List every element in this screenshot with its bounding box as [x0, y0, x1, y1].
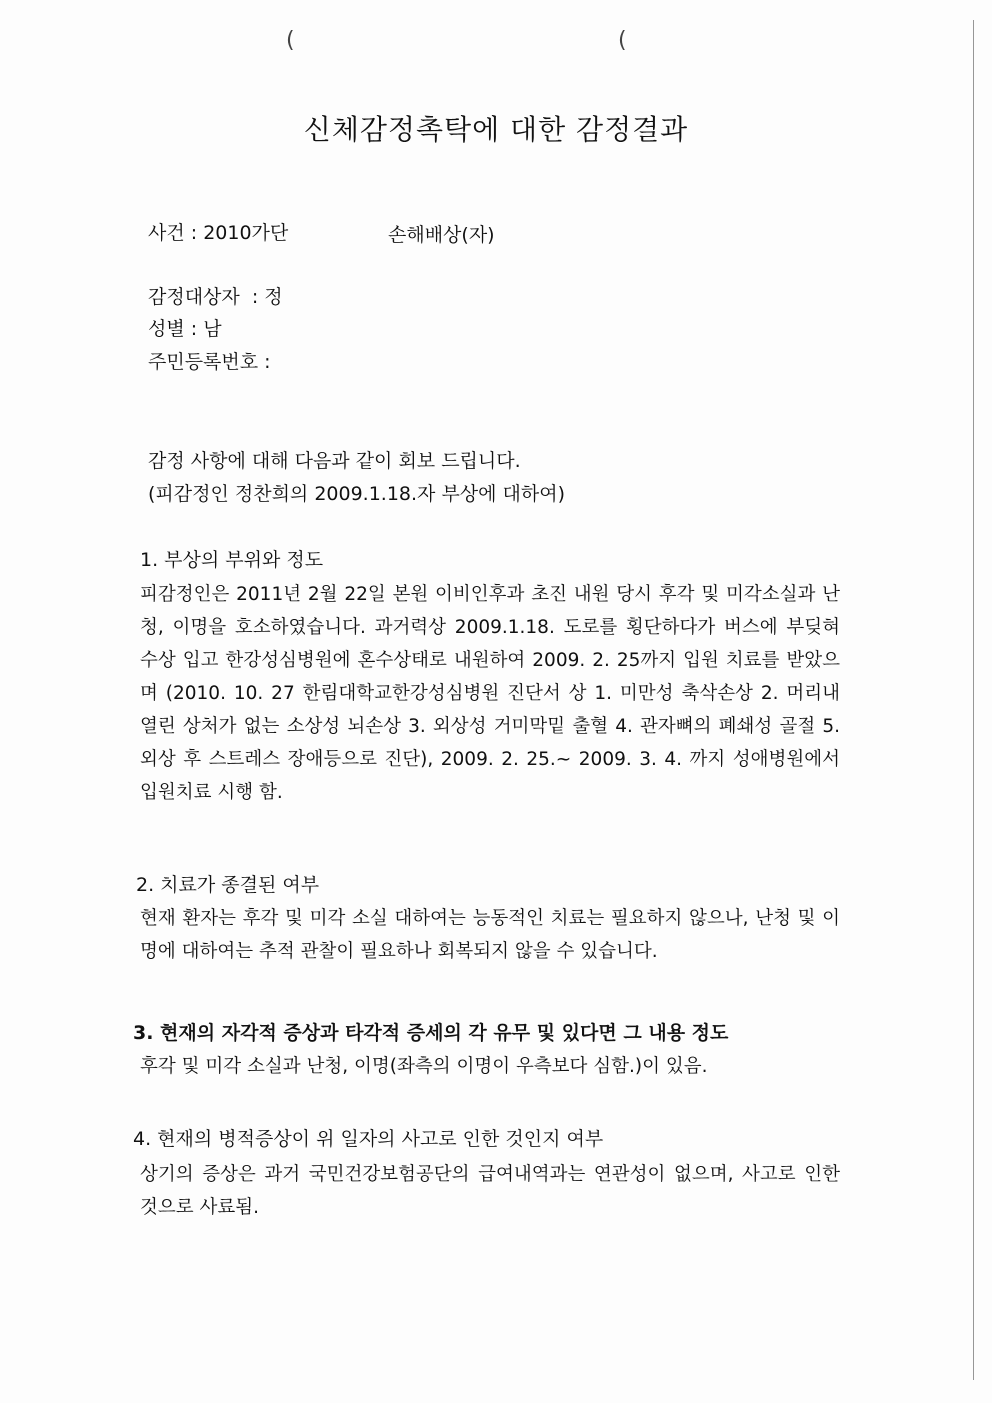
- intro-text: 감정 사항에 대해 다음과 같이 회보 드립니다.: [148, 450, 521, 472]
- section-heading: 3. 현재의 자각적 증상과 타각적 증세의 각 유무 및 있다면 그 내용 정도: [133, 1022, 729, 1044]
- document-title: 신체감정촉탁에 대한 감정결과: [303, 113, 689, 146]
- intro-subtext: (피감정인 정찬희의 2009.1.18.자 부상에 대하여): [148, 483, 566, 505]
- section-heading: 1. 부상의 부위와 정도: [140, 549, 324, 571]
- section-body: 상기의 증상은 과거 국민건강보험공단의 급여내역과는 연관성이 없으며, 사고로 인한 것으로 사료됨.: [140, 1164, 840, 1218]
- section-heading: 2. 치료가 종결된 여부: [136, 874, 320, 896]
- section-body: 후각 및 미각 소실과 난청, 이명(좌측의 이명이 우측보다 심함.)이 있음.: [140, 1056, 708, 1077]
- section-heading: 4. 현재의 병적증상이 위 일자의 사고로 인한 것인지 여부: [133, 1128, 604, 1150]
- section-body: 피감정인은 2011년 2월 22일 본원 이비인후과 초진 내원 당시 후각 및 미각소실과 난청, 이명을 호소하였습니다. 과거력상 2009.1.18. 도로를 횡단하다가 버스에 부딪혀 수상 입고 한강성심병원에 혼수상태로 내원하여 2009. 2. 25까지 입원 치료를 받았으며 (2010. 10. 27 한림대학교한강성심병원 진단서 상 1. 미만성 축삭손상 2. 머리내 열린 상처가 없는 소상성 뇌손상 3. 외상성 거미막밑 출혈 4. 관자뼈의 폐쇄성 골절 5. 외상 후 스트레스 장애등으로 진단), 2009. 2. 25.~ 2009. 3. 4. 까지 성애병원에서 입원치료 시행 함.: [140, 584, 840, 803]
- scan-mark: (: [286, 28, 295, 53]
- subject-name: 감정대상자 : 정: [148, 286, 283, 308]
- section-body: 현재 환자는 후각 및 미각 소실 대하여는 능동적인 치료는 필요하지 않으나, 난청 및 이명에 대하여는 추적 관찰이 필요하나 회복되지 않을 수 있습니다.: [140, 908, 840, 962]
- case-number: 사건 : 2010가단: [148, 222, 289, 244]
- scan-edge-line: [973, 20, 974, 1380]
- case-type: 손해배상(자): [388, 224, 495, 246]
- subject-id-number: 주민등록번호 :: [148, 351, 271, 373]
- subject-gender: 성별 : 남: [148, 318, 222, 340]
- scan-mark: (: [618, 28, 627, 53]
